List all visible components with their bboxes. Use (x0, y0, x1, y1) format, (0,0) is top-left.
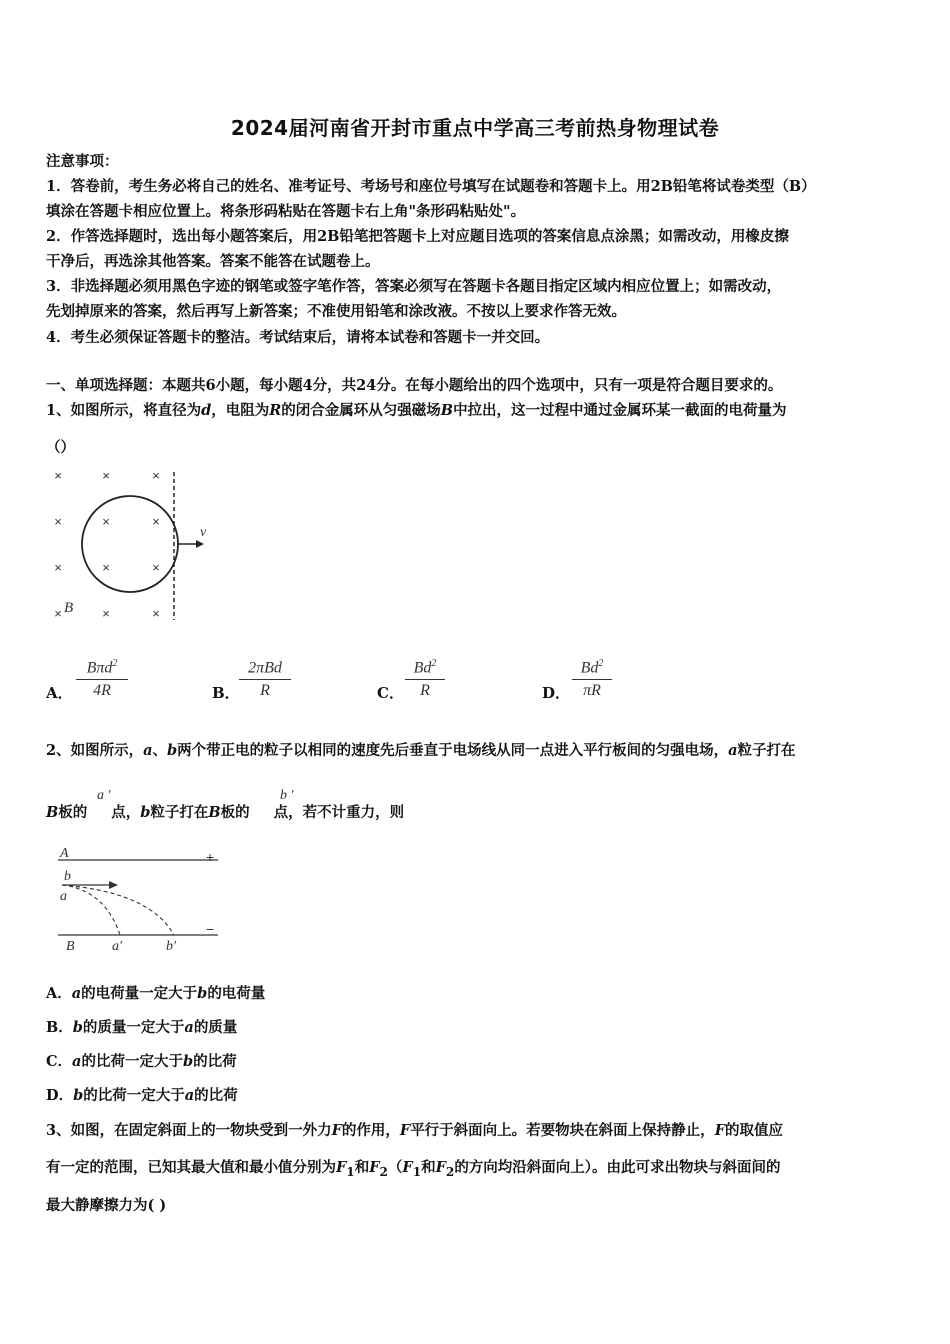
field-cross: × (102, 514, 110, 529)
field-cross: × (152, 606, 160, 621)
field-cross: × (152, 514, 160, 529)
field-cross: × (152, 468, 160, 483)
point-b-prime: b ' (280, 788, 294, 803)
plate-b-label: B (66, 939, 75, 954)
notice-line: 2．作答选择题时，选出每小题答案后，用2B铅笔把答题卡上对应题目选项的答案信息点涂黑；如需改动，用橡皮擦 (46, 228, 789, 245)
q2-option-d[interactable]: D．b的比荷一定大于a的比荷 (46, 1087, 238, 1104)
particle-b-label: b (64, 869, 71, 884)
option-d-formula[interactable]: Bd$^2$ πR (572, 658, 612, 700)
notice-line: 1．答卷前，考生务必将自己的姓名、准考证号、考场号和座位号填写在试题卷和答题卡上。用2B铅笔将试卷类型（B） (46, 178, 816, 195)
trajectory-b (62, 885, 174, 935)
minus-sign: − (206, 921, 215, 937)
magnetic-ring-figure (44, 464, 224, 624)
field-cross: × (102, 606, 110, 621)
option-c-label[interactable]: C． (377, 684, 404, 702)
velocity-label: v (200, 525, 207, 540)
arrow-head-icon (109, 881, 118, 889)
notice-heading: 注意事项： (46, 153, 119, 170)
option-d-label[interactable]: D． (542, 684, 571, 702)
notice-line: 3．非选择题必须用黑色字迹的钢笔或签字笔作答，答案必须写在答题卡各题目指定区域内相应位置上；如需改动， (46, 278, 782, 295)
option-b-label[interactable]: B． (212, 684, 240, 702)
option-a-formula[interactable]: Bπd$^2$ 4R (76, 658, 128, 700)
q2-option-a[interactable]: A．a的电荷量一定大于b的电荷量 (46, 985, 266, 1002)
field-cross: × (102, 468, 110, 483)
field-label: B (64, 600, 74, 616)
notice-line: 先划掉原来的答案，然后再写上新答案；不准使用铅笔和涂改液。不按以上要求作答无效。 (46, 303, 626, 320)
landing-a-label: a′ (112, 939, 123, 954)
option-b-formula[interactable]: 2πBd R (239, 658, 291, 700)
point-a-prime: a ' (97, 788, 111, 803)
plus-sign: + (206, 849, 215, 865)
landing-b-label: b′ (166, 939, 177, 954)
field-cross: × (54, 606, 62, 621)
section-heading: 一、单项选择题：本题共6小题，每小题4分，共24分。在每小题给出的四个选项中，只有一项是符合题目要求的。 (46, 377, 783, 394)
notice-line: 填涂在答题卡相应位置上。将条形码粘贴在答题卡右上角"条形码粘贴处"。 (46, 203, 526, 220)
metal-ring (82, 496, 178, 592)
plate-a-label: A (60, 846, 69, 861)
notice-line: 干净后，再选涂其他答案。答案不能答在试题卷上。 (46, 253, 380, 270)
option-a-label[interactable]: A． (46, 684, 73, 702)
arrow-head-icon (196, 540, 204, 548)
question-1-paren: （） (46, 439, 75, 456)
field-cross: × (54, 560, 62, 575)
field-cross: × (152, 560, 160, 575)
q2-option-b[interactable]: B．b的质量一定大于a的质量 (46, 1019, 238, 1036)
question-2-stem-continued: B板的 点，b粒子打在B板的 点，若不计重力，则 (46, 804, 405, 821)
question-3-stem-end: 最大静摩擦力为( ) (46, 1197, 167, 1214)
notice-line: 4．考生必须保证答题卡的整洁。考试结束后，请将本试卷和答题卡一并交回。 (46, 329, 550, 346)
question-3-stem-continued: 有一定的范围，已知其最大值和最小值分别为$F_1$和$F_2(F_1$和$F_2$的方向均沿斜面向上）。由此可求出物块与斜面间的 (46, 1159, 781, 1179)
question-1-stem: 1、如图所示，将直径为d，电阻为R的闭合金属环从匀强磁场B中拉出，这一过程中通过金属环某一截面的电荷量为 (46, 402, 787, 419)
field-cross: × (54, 514, 62, 529)
q2-option-c[interactable]: C．a的比荷一定大于b的比荷 (46, 1053, 237, 1070)
field-cross: × (54, 468, 62, 483)
particle-a-label: a (60, 889, 67, 904)
page-title: 2024届河南省开封市重点中学高三考前热身物理试卷 (230, 116, 720, 140)
parallel-plate-figure (50, 840, 230, 960)
option-c-formula[interactable]: Bd$^2$ R (405, 658, 445, 700)
field-cross: × (102, 560, 110, 575)
question-2-stem: 2、如图所示，a、b两个带正电的粒子以相同的速度先后垂直于电场线从同一点进入平行板间的匀强电场，a粒子打在 (46, 742, 796, 759)
question-3-stem: 3、如图，在固定斜面上的一物块受到一外力F的作用，F平行于斜面向上。若要物块在斜面上保持静止，F的取值应 (46, 1122, 783, 1139)
